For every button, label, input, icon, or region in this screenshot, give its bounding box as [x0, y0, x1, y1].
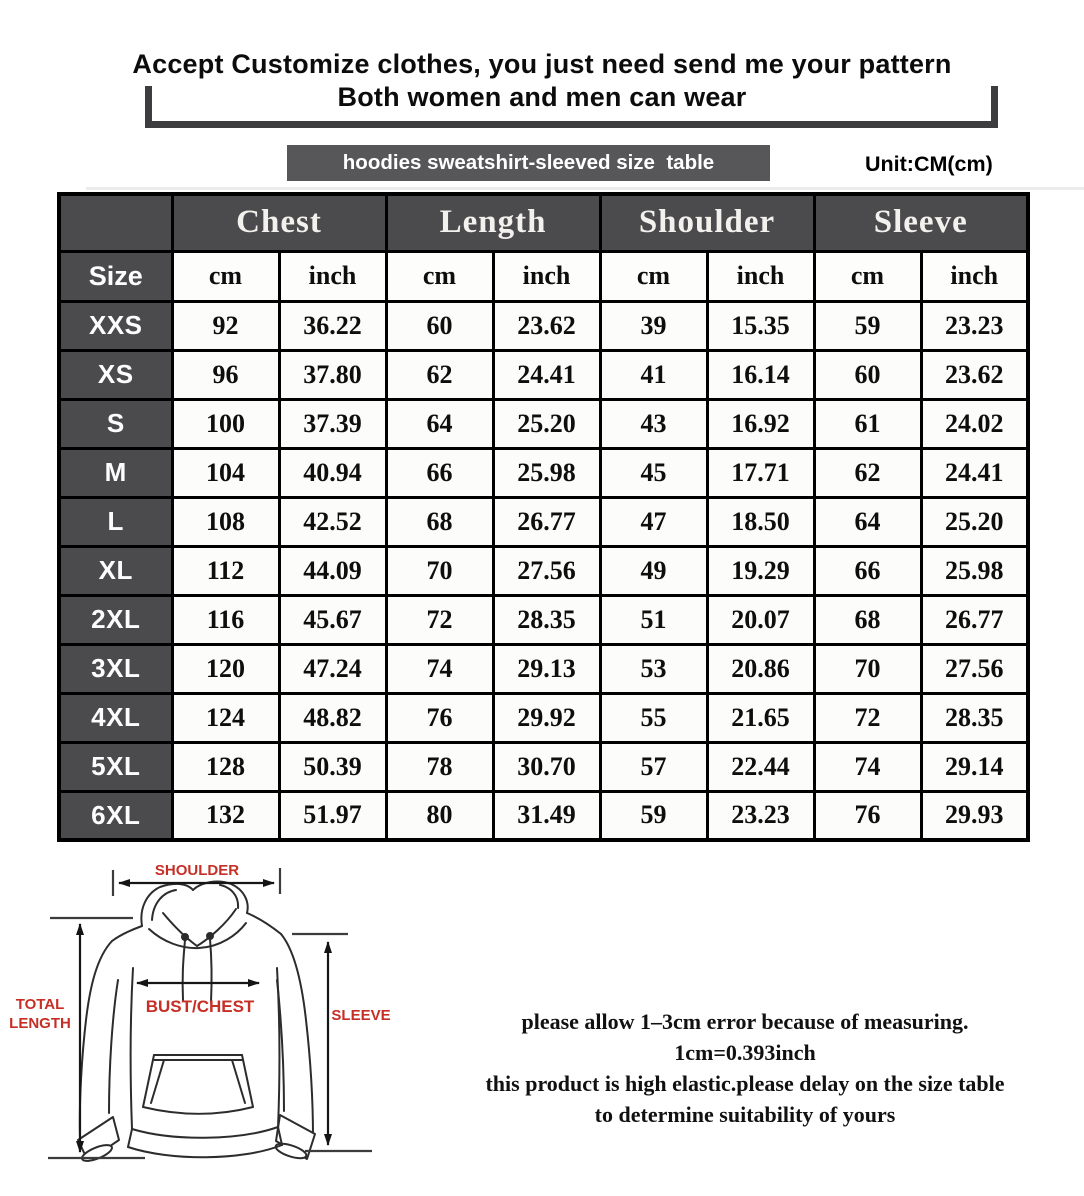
table-row: [59, 350, 1028, 399]
value-cell: 29.92: [493, 693, 600, 742]
size-label-cell: XL: [59, 546, 172, 595]
value-cell: 100: [172, 399, 279, 448]
value-cell: 41: [600, 350, 707, 399]
value-cell: 16.92: [707, 399, 814, 448]
table-row: [59, 791, 1028, 840]
value-cell: 59: [814, 301, 921, 350]
size-label-cell: L: [59, 497, 172, 546]
size-label-cell: 4XL: [59, 693, 172, 742]
shoulder-label: SHOULDER: [154, 862, 240, 879]
subheader: [0, 144, 1084, 188]
table-row: [59, 301, 1028, 350]
hoodie-sketch: [78, 882, 315, 1165]
table-row: [59, 644, 1028, 693]
group-header-row: [59, 194, 1028, 251]
value-cell: 59: [600, 791, 707, 840]
unit-header-row: [59, 251, 1028, 301]
value-cell: 108: [172, 497, 279, 546]
value-cell: 128: [172, 742, 279, 791]
value-cell: 36.22: [279, 301, 386, 350]
bottom-section: [0, 850, 1084, 1196]
value-cell: 64: [814, 497, 921, 546]
table-row: [59, 693, 1028, 742]
size-label-cell: 3XL: [59, 644, 172, 693]
value-cell: 72: [386, 595, 493, 644]
size-label-cell: 2XL: [59, 595, 172, 644]
unit-header: inch: [493, 251, 600, 301]
value-cell: 53: [600, 644, 707, 693]
footer-note-line: 1cm=0.393inch: [674, 1040, 816, 1065]
value-cell: 19.29: [707, 546, 814, 595]
value-cell: 31.49: [493, 791, 600, 840]
value-cell: 42.52: [279, 497, 386, 546]
unit-header: cm: [600, 251, 707, 301]
hoodie-measurement-diagram: [0, 850, 440, 1191]
value-cell: 23.62: [493, 301, 600, 350]
unit-header: cm: [386, 251, 493, 301]
unit-header: inch: [707, 251, 814, 301]
value-cell: 37.80: [279, 350, 386, 399]
value-cell: 23.23: [707, 791, 814, 840]
value-cell: 18.50: [707, 497, 814, 546]
value-cell: 74: [814, 742, 921, 791]
divider-line: [86, 187, 1084, 190]
page-title-line2: Both women and men can wear: [337, 82, 747, 112]
value-cell: 70: [386, 546, 493, 595]
value-cell: 92: [172, 301, 279, 350]
table-row: [59, 448, 1028, 497]
value-cell: 51.97: [279, 791, 386, 840]
value-cell: 25.20: [493, 399, 600, 448]
value-cell: 64: [386, 399, 493, 448]
table-row: [59, 546, 1028, 595]
value-cell: 66: [814, 546, 921, 595]
value-cell: 78: [386, 742, 493, 791]
size-label-cell: M: [59, 448, 172, 497]
value-cell: 23.23: [921, 301, 1028, 350]
value-cell: 70: [814, 644, 921, 693]
size-table-body: [59, 301, 1028, 840]
value-cell: 24.02: [921, 399, 1028, 448]
value-cell: 20.86: [707, 644, 814, 693]
value-cell: 104: [172, 448, 279, 497]
total-length-label-line1: TOTAL: [15, 996, 65, 1013]
bust-chest-label: BUST/CHEST: [145, 997, 255, 1016]
value-cell: 29.14: [921, 742, 1028, 791]
value-cell: 27.56: [493, 546, 600, 595]
value-cell: 74: [386, 644, 493, 693]
value-cell: 24.41: [493, 350, 600, 399]
value-cell: 37.39: [279, 399, 386, 448]
table-row: [59, 742, 1028, 791]
sleeve-label: SLEEVE: [331, 1007, 391, 1024]
title-block: [0, 0, 1084, 136]
value-cell: 51: [600, 595, 707, 644]
value-cell: 47.24: [279, 644, 386, 693]
value-cell: 21.65: [707, 693, 814, 742]
value-cell: 61: [814, 399, 921, 448]
footer-note-line: to determine suitability of yours: [594, 1102, 896, 1127]
value-cell: 45.67: [279, 595, 386, 644]
group-header-chest: Chest: [172, 194, 386, 251]
value-cell: 30.70: [493, 742, 600, 791]
value-cell: 47: [600, 497, 707, 546]
value-cell: 62: [814, 448, 921, 497]
value-cell: 39: [600, 301, 707, 350]
unit-header: inch: [921, 251, 1028, 301]
value-cell: 60: [814, 350, 921, 399]
unit-header: cm: [172, 251, 279, 301]
value-cell: 44.09: [279, 546, 386, 595]
value-cell: 120: [172, 644, 279, 693]
value-cell: 24.41: [921, 448, 1028, 497]
value-cell: 112: [172, 546, 279, 595]
unit-header: cm: [814, 251, 921, 301]
group-header-sleeve: Sleeve: [814, 194, 1028, 251]
value-cell: 25.20: [921, 497, 1028, 546]
footer-note-line: this product is high elastic.please delay on the size table: [485, 1071, 1005, 1096]
value-cell: 49: [600, 546, 707, 595]
value-cell: 62: [386, 350, 493, 399]
value-cell: 26.77: [493, 497, 600, 546]
footer-note: [400, 1006, 1084, 1130]
value-cell: 25.98: [493, 448, 600, 497]
value-cell: 57: [600, 742, 707, 791]
total-length-label-line2: LENGTH: [9, 1015, 71, 1032]
value-cell: 20.07: [707, 595, 814, 644]
value-cell: 23.62: [921, 350, 1028, 399]
size-label-cell: XS: [59, 350, 172, 399]
table-row: [59, 595, 1028, 644]
table-row: [59, 399, 1028, 448]
table-row: [59, 497, 1028, 546]
value-cell: 72: [814, 693, 921, 742]
value-cell: 116: [172, 595, 279, 644]
size-label-cell: XXS: [59, 301, 172, 350]
size-label-cell: 6XL: [59, 791, 172, 840]
page-title-line1: Accept Customize clothes, you just need send me your pattern: [132, 49, 952, 79]
value-cell: 28.35: [921, 693, 1028, 742]
value-cell: 132: [172, 791, 279, 840]
value-cell: 26.77: [921, 595, 1028, 644]
value-cell: 60: [386, 301, 493, 350]
group-header-shoulder: Shoulder: [600, 194, 814, 251]
size-label-cell: S: [59, 399, 172, 448]
value-cell: 17.71: [707, 448, 814, 497]
value-cell: 124: [172, 693, 279, 742]
value-cell: 40.94: [279, 448, 386, 497]
size-column-header: Size: [59, 251, 172, 301]
value-cell: 28.35: [493, 595, 600, 644]
value-cell: 76: [386, 693, 493, 742]
unit-header: inch: [279, 251, 386, 301]
size-label-cell: 5XL: [59, 742, 172, 791]
value-cell: 76: [814, 791, 921, 840]
value-cell: 55: [600, 693, 707, 742]
corner-cell: [59, 194, 172, 251]
size-table: [57, 192, 1030, 842]
value-cell: 29.93: [921, 791, 1028, 840]
value-cell: 96: [172, 350, 279, 399]
value-cell: 29.13: [493, 644, 600, 693]
unit-label: Unit:CM(cm): [865, 152, 993, 176]
footer-note-line: please allow 1–3cm error because of measuring.: [521, 1009, 969, 1034]
value-cell: 45: [600, 448, 707, 497]
value-cell: 22.44: [707, 742, 814, 791]
value-cell: 80: [386, 791, 493, 840]
value-cell: 27.56: [921, 644, 1028, 693]
value-cell: 48.82: [279, 693, 386, 742]
table-name-bar: hoodies sweatshirt-sleeved size table: [287, 145, 770, 181]
value-cell: 16.14: [707, 350, 814, 399]
value-cell: 68: [386, 497, 493, 546]
value-cell: 43: [600, 399, 707, 448]
value-cell: 15.35: [707, 301, 814, 350]
value-cell: 25.98: [921, 546, 1028, 595]
value-cell: 68: [814, 595, 921, 644]
group-header-length: Length: [386, 194, 600, 251]
value-cell: 50.39: [279, 742, 386, 791]
value-cell: 66: [386, 448, 493, 497]
